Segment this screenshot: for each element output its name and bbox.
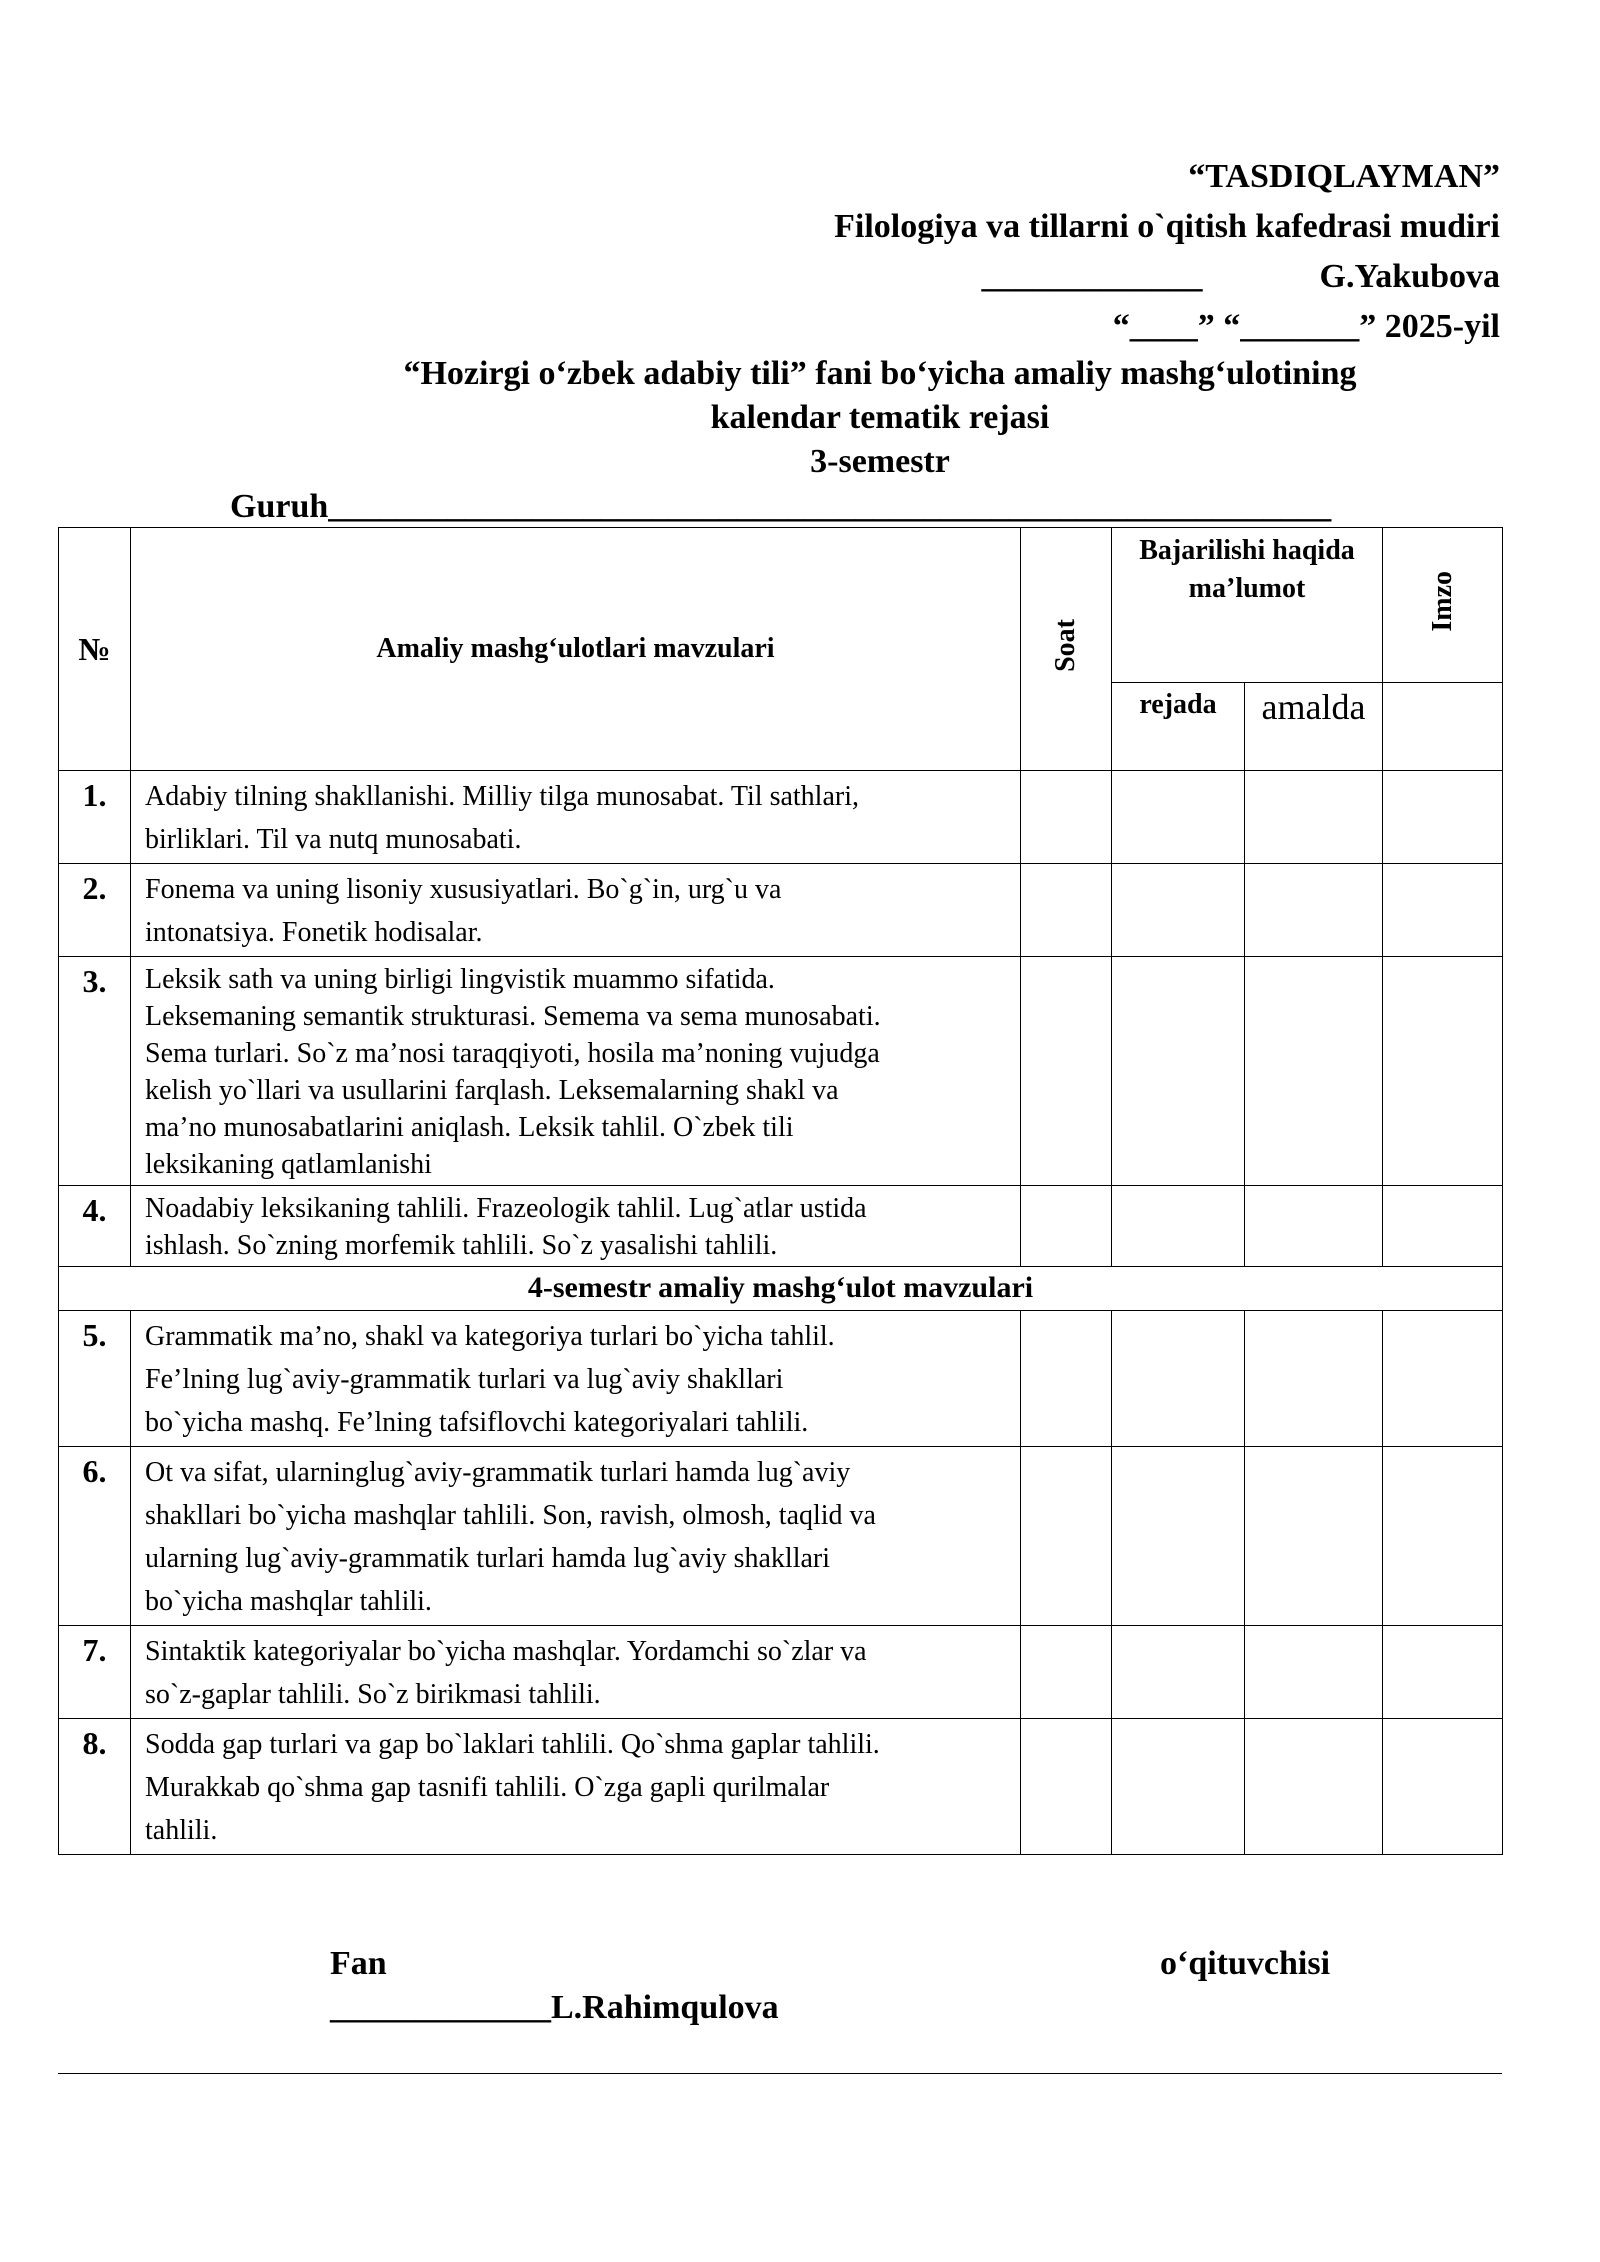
table-row [59,864,1503,957]
topic-line: Leksik sath va uning birligi lingvistik muammo sifatida. [145,964,775,995]
topic-line: so`z-gaplar tahlili. So`z birikmasi tahlili. [145,1679,601,1710]
approval-signature-row [600,252,1500,302]
topic-line: Ot va sifat, ularninglug`aviy-grammatik turlari hamda lug`aviy [145,1457,851,1488]
actual-cell [1245,957,1383,1186]
row-topic [131,1186,1021,1267]
signature-cell [1383,771,1503,864]
table-row [59,957,1503,1186]
hours-cell [1021,1311,1112,1447]
row-topic [131,1719,1021,1855]
topic-line: leksikaning qatlamlanishi [145,1149,432,1180]
title-line-1: “Hozirgi o‘zbek adabiy tili” fani bo‘yicha amaliy mashg‘ulotining [403,355,1357,392]
actual-cell [1245,771,1383,864]
signature-cell [1383,1719,1503,1855]
signature-subcell [1383,683,1503,771]
row-number: 4. [59,1186,131,1267]
document-title [300,352,1460,484]
row-topic [131,957,1021,1186]
signature-cell [1383,864,1503,957]
topic-line: birliklari. Til va nutq munosabati. [145,824,522,855]
actual-cell [1245,1719,1383,1855]
row-number: 5. [59,1311,131,1447]
topic-line: bo`yicha mashqlar tahlili. [145,1586,432,1617]
topic-line: Leksemaning semantik strukturasi. Semema va sema munosabati. [145,1001,881,1032]
topic-line: intonatsiya. Fonetik hodisalar. [145,917,483,948]
footer-teacher-label: o‘qituvchisi [1160,1945,1331,1982]
signature-cell [1383,957,1503,1186]
hours-cell [1021,771,1112,864]
approval-name: G.Yakubova [1319,258,1500,295]
row-number: 2. [59,864,131,957]
row-number: 8. [59,1719,131,1855]
approval-block [600,152,1500,352]
actual-cell [1245,1311,1383,1447]
planned-cell [1112,864,1245,957]
actual-cell [1245,1186,1383,1267]
topic-line: Fonema va uning lisoniy xususiyatlari. Bo`g`in, urg`u va [145,874,782,905]
topic-line: Sodda gap turlari va gap bo`laklari tahlili. Qo`shma gaplar tahlili. [145,1729,880,1760]
topic-line: Fe’lning lug`aviy-grammatik turlari va lug`aviy shakllari [145,1364,784,1395]
planned-cell [1112,1447,1245,1626]
topic-line: Murakkab qo`shma gap tasnifi tahlili. O`zga gapli qurilmalar [145,1772,830,1803]
planned-cell [1112,771,1245,864]
topic-line: tahlili. [145,1815,218,1846]
signature-cell [1383,1447,1503,1626]
header-number: № [59,528,131,771]
planned-cell [1112,1186,1245,1267]
header-hours [1021,528,1112,771]
bottom-divider [58,2073,1502,2074]
hours-cell [1021,957,1112,1186]
row-number: 7. [59,1626,131,1719]
approval-heading: “TASDIQLAYMAN” [1188,158,1500,195]
planned-cell [1112,1719,1245,1855]
approval-position: Filologiya va tillarni o`qitish kafedrasi mudiri [834,208,1500,245]
footer-teacher-name: L.Rahimqulova [551,1989,779,2026]
table-row [59,1719,1503,1855]
header-hours-label: Soat [1050,618,1081,672]
footer-signature [330,1986,779,2030]
title-line-2: kalendar tematik rejasi [710,399,1050,436]
footer-fan-label: Fan [330,1945,387,1982]
hours-cell [1021,1186,1112,1267]
actual-cell [1245,864,1383,957]
group-fill-line: ___________________________________________________________ [328,488,1332,525]
hours-cell [1021,864,1112,957]
row-topic [131,1447,1021,1626]
actual-cell [1245,1447,1383,1626]
signature-cell [1383,1626,1503,1719]
approval-signature-line: _____________ [981,258,1203,295]
table-row [59,1186,1503,1267]
table-row [59,771,1503,864]
row-topic [131,771,1021,864]
table-row [59,1626,1503,1719]
hours-cell [1021,1626,1112,1719]
hours-cell [1021,1719,1112,1855]
actual-cell [1245,1626,1383,1719]
planned-cell [1112,1311,1245,1447]
header-planned: rejada [1112,683,1245,771]
approval-date: “____” “_______” 2025-yil [1112,308,1500,345]
calendar-plan-table [58,527,1503,1855]
group-field [230,487,1500,527]
topic-line: ishlash. So`zning morfemik tahlili. So`z yasalishi tahlili. [145,1230,778,1261]
topic-line: Adabiy tilning shakllanishi. Milliy tilga munosabat. Til sathlari, [145,781,859,812]
topic-line: Sema turlari. So`z ma’nosi taraqqiyoti, hosila ma’noning vujudga [145,1038,880,1069]
semester-4-heading: 4-semestr amaliy mashg‘ulot mavzulari [59,1267,1503,1311]
planned-cell [1112,1626,1245,1719]
row-topic [131,864,1021,957]
row-number: 1. [59,771,131,864]
topic-line: ularning lug`aviy-grammatik turlari hamda lug`aviy shakllari [145,1543,831,1574]
table-row [59,1311,1503,1447]
row-topic [131,1311,1021,1447]
footer-signature-line: _____________ [330,1989,551,2026]
topic-line: Noadabiy leksikaning tahlili. Frazeologik tahlil. Lug`atlar ustida [145,1193,867,1224]
header-signature-label: Imzo [1426,570,1458,632]
topic-line: ma’no munosabatlarini aniqlash. Leksik tahlil. O`zbek tili [145,1112,794,1143]
row-topic [131,1626,1021,1719]
header-execution: Bajarilishi haqida ma’lumot [1112,528,1383,683]
topic-line: Sintaktik kategoriyalar bo`yicha mashqlar. Yordamchi so`zlar va [145,1636,867,1667]
header-topics: Amaliy mashg‘ulotlari mavzulari [131,528,1021,771]
semester-label: 3-semestr [810,443,950,480]
hours-cell [1021,1447,1112,1626]
header-actual: amalda [1245,683,1383,771]
signature-cell [1383,1311,1503,1447]
topic-line: Grammatik ma’no, shakl va kategoriya turlari bo`yicha tahlil. [145,1321,835,1352]
topic-line: shakllari bo`yicha mashqlar tahlili. Son, ravish, olmosh, taqlid va [145,1500,876,1531]
row-number: 3. [59,957,131,1186]
table-row [59,1447,1503,1626]
topic-line: bo`yicha mashq. Fe’lning tafsiflovchi kategoriyalari tahlili. [145,1407,809,1438]
topic-line: kelish yo`llari va usullarini farqlash. Leksemalarning shakl va [145,1075,839,1106]
signature-cell [1383,1186,1503,1267]
planned-cell [1112,957,1245,1186]
row-number: 6. [59,1447,131,1626]
group-label: Guruh [230,488,329,525]
header-signature [1383,528,1503,683]
